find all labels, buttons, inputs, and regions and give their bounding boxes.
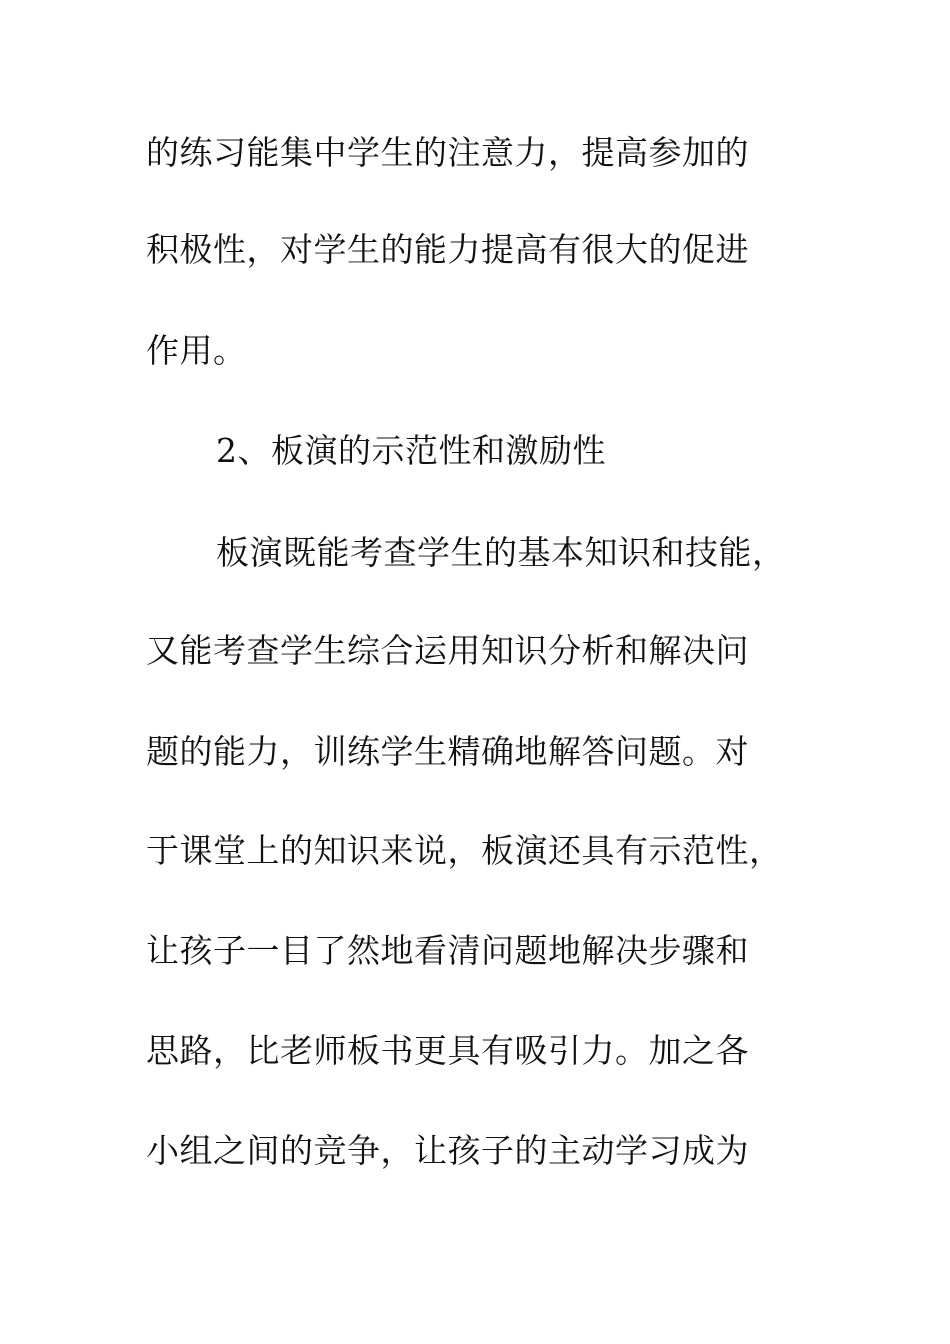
- text-line-1: 的练习能集中学生的注意力，提高参加的: [146, 133, 749, 172]
- text-line-11: 小组之间的竞争，让孩子的主动学习成为: [146, 1131, 749, 1170]
- text-line-9: 让孩子一目了然地看清问题地解决步骤和: [146, 931, 749, 970]
- text-line-7: 题的能力，训练学生精确地解答问题。对: [146, 732, 749, 771]
- text-line-10: 思路，比老师板书更具有吸引力。加之各: [146, 1031, 749, 1070]
- text-line-3: 作用。: [146, 331, 247, 370]
- text-line-2: 积极性，对学生的能力提高有很大的促进: [146, 230, 749, 269]
- section-heading: 2、板演的示范性和激励性: [216, 431, 606, 470]
- text-line-6: 又能考查学生综合运用知识分析和解决问: [146, 631, 749, 670]
- text-line-5: 板演既能考查学生的基本知识和技能，: [216, 533, 786, 572]
- text-line-8: 于课堂上的知识来说，板演还具有示范性，: [146, 831, 783, 870]
